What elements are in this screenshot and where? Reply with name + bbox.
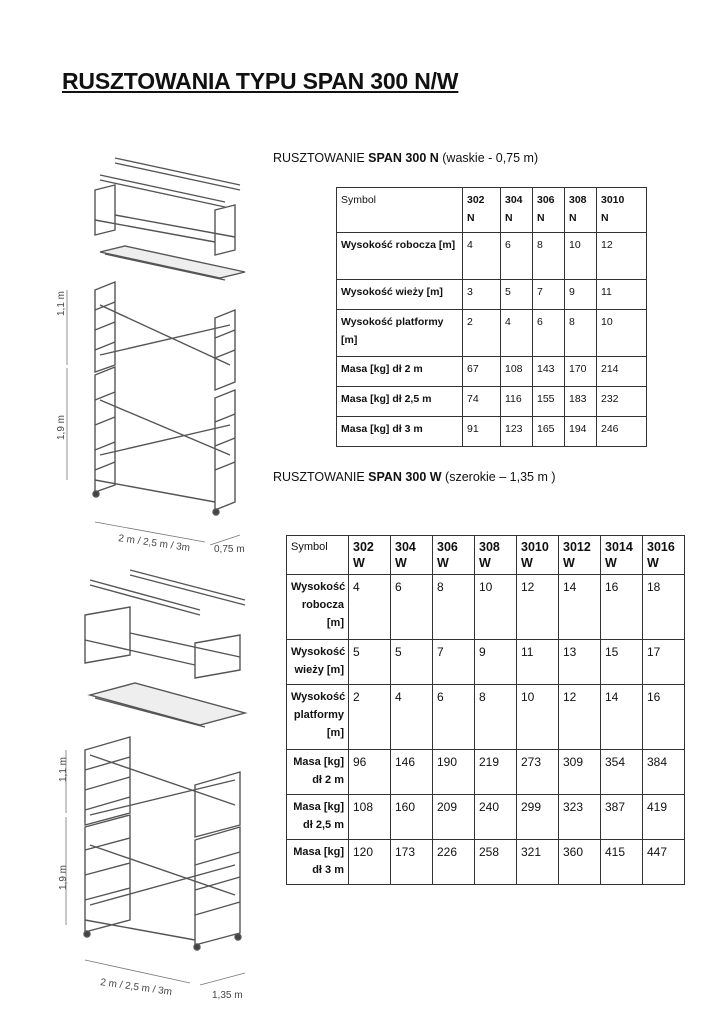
table-cell: 5: [391, 640, 433, 685]
platform: [90, 683, 245, 727]
table-cell: 415: [601, 840, 643, 885]
section-w-heading-prefix: RUSZTOWANIE: [273, 470, 369, 484]
table-cell: 67: [463, 357, 501, 387]
table-cell: 7: [433, 640, 475, 685]
table-cell: 360: [559, 840, 601, 885]
table-cell: 6: [501, 233, 533, 280]
table-cell: 258: [475, 840, 517, 885]
table-row: [287, 840, 685, 885]
table-cell: 16: [601, 575, 643, 640]
table-cell: 2: [463, 310, 501, 357]
table-cell: 419: [643, 795, 685, 840]
top-frame: [95, 185, 235, 255]
dim-n-bottom: 1,9 m: [56, 414, 67, 440]
table-cell: 9: [475, 640, 517, 685]
table-header-row: [337, 188, 647, 233]
table-cell: 10: [475, 575, 517, 640]
upper-frame: [95, 282, 235, 390]
dim-w-width: 1,35 m: [212, 990, 243, 1001]
column-header: 304 N: [501, 188, 533, 233]
row-label: Wysokość platformy [m]: [287, 685, 349, 750]
table-cell: 146: [391, 750, 433, 795]
table-cell: 354: [601, 750, 643, 795]
table-cell: 5: [349, 640, 391, 685]
lower-frame: [93, 367, 235, 515]
table-cell: 108: [501, 357, 533, 387]
column-header: 308 W: [475, 536, 517, 575]
guardrail-parts: [100, 158, 240, 207]
section-n-heading-bold: SPAN 300 N: [368, 151, 439, 165]
scaffold-w-drawing: [50, 565, 260, 1005]
top-frame: [85, 607, 240, 678]
table-cell: 143: [533, 357, 565, 387]
table-cell: 214: [597, 357, 647, 387]
section-n-heading-suffix: (waskie - 0,75 m): [438, 151, 539, 165]
table-cell: 120: [349, 840, 391, 885]
table-row: [337, 387, 647, 417]
dim-n-length: 2 m / 2,5 m / 3m: [117, 533, 191, 554]
table-cell: 8: [533, 233, 565, 280]
table-cell: 387: [601, 795, 643, 840]
table-cell: 4: [463, 233, 501, 280]
column-header: 302 N: [463, 188, 501, 233]
table-cell: 6: [433, 685, 475, 750]
spec-table-w: [286, 535, 685, 885]
table-cell: 173: [391, 840, 433, 885]
row-label: Wysokość wieży [m]: [287, 640, 349, 685]
table-cell: 170: [565, 357, 597, 387]
table-cell: 12: [597, 233, 647, 280]
table-cell: 219: [475, 750, 517, 795]
symbol-header: Symbol: [287, 536, 349, 575]
table-cell: 12: [517, 575, 559, 640]
row-label: Wysokość wieży [m]: [337, 280, 463, 310]
dim-w-bottom: 1,9 m: [58, 864, 69, 890]
column-header: 306 W: [433, 536, 475, 575]
row-label: Wysokość robocza [m]: [287, 575, 349, 640]
table-cell: 8: [433, 575, 475, 640]
table-cell: 226: [433, 840, 475, 885]
table-cell: 7: [533, 280, 565, 310]
table-cell: 91: [463, 417, 501, 447]
table-row: [287, 575, 685, 640]
table-cell: 123: [501, 417, 533, 447]
column-header: 3014 W: [601, 536, 643, 575]
table-cell: 194: [565, 417, 597, 447]
table-cell: 8: [475, 685, 517, 750]
table-cell: 232: [597, 387, 647, 417]
column-header: 3016 W: [643, 536, 685, 575]
table-cell: 14: [601, 685, 643, 750]
table-cell: 323: [559, 795, 601, 840]
section-w-heading: [273, 470, 556, 484]
table-cell: 12: [559, 685, 601, 750]
table-cell: 309: [559, 750, 601, 795]
table-cell: 9: [565, 280, 597, 310]
table-cell: 6: [533, 310, 565, 357]
table-cell: 384: [643, 750, 685, 795]
table-cell: 4: [501, 310, 533, 357]
section-w-heading-bold: SPAN 300 W: [368, 470, 442, 484]
platform: [100, 246, 245, 280]
table-cell: 183: [565, 387, 597, 417]
table-row: [287, 750, 685, 795]
column-header: 308 N: [565, 188, 597, 233]
table-cell: 273: [517, 750, 559, 795]
table-cell: 299: [517, 795, 559, 840]
dim-w-length: 2 m / 2,5 m / 3m: [99, 977, 173, 998]
column-header: 3010 N: [597, 188, 647, 233]
dim-n-top: 1,1 m: [56, 290, 67, 316]
table-cell: 3: [463, 280, 501, 310]
table-cell: 11: [597, 280, 647, 310]
table-cell: 17: [643, 640, 685, 685]
column-header: 302 W: [349, 536, 391, 575]
table-cell: 18: [643, 575, 685, 640]
table-cell: 15: [601, 640, 643, 685]
table-cell: 116: [501, 387, 533, 417]
table-cell: 4: [391, 685, 433, 750]
table-cell: 6: [391, 575, 433, 640]
table-cell: 8: [565, 310, 597, 357]
column-header: 304 W: [391, 536, 433, 575]
table-cell: 4: [349, 575, 391, 640]
row-label: Wysokość robocza [m]: [337, 233, 463, 280]
table-row: [337, 280, 647, 310]
row-label: Wysokość platformy [m]: [337, 310, 463, 357]
dim-n-width: 0,75 m: [214, 544, 245, 555]
table-cell: 165: [533, 417, 565, 447]
table-cell: 10: [517, 685, 559, 750]
row-label: Masa [kg] dł 2,5 m: [287, 795, 349, 840]
table-row: [287, 640, 685, 685]
table-row: [337, 417, 647, 447]
table-cell: 447: [643, 840, 685, 885]
scaffold-n-drawing: [55, 150, 260, 560]
dim-w-top: 1,1 m: [58, 756, 69, 782]
guardrail-parts: [90, 570, 245, 615]
table-row: [337, 310, 647, 357]
table-cell: 2: [349, 685, 391, 750]
table-cell: 155: [533, 387, 565, 417]
table-cell: 321: [517, 840, 559, 885]
table-cell: 108: [349, 795, 391, 840]
section-n-heading-prefix: RUSZTOWANIE: [273, 151, 369, 165]
spec-table-n: [336, 187, 647, 447]
column-header: 3010 W: [517, 536, 559, 575]
section-w-heading-suffix: (szerokie – 1,35 m ): [441, 470, 556, 484]
table-cell: 16: [643, 685, 685, 750]
table-row: [337, 233, 647, 280]
table-cell: 190: [433, 750, 475, 795]
table-cell: 5: [501, 280, 533, 310]
symbol-header: Symbol: [337, 188, 463, 233]
table-cell: 96: [349, 750, 391, 795]
table-cell: 209: [433, 795, 475, 840]
table-cell: 74: [463, 387, 501, 417]
row-label: Masa [kg] dł 2 m: [287, 750, 349, 795]
page-title: RUSZTOWANIA TYPU SPAN 300 N/W: [62, 68, 459, 94]
table-row: [337, 357, 647, 387]
table-header-row: [287, 536, 685, 575]
table-cell: 10: [565, 233, 597, 280]
table-cell: 14: [559, 575, 601, 640]
table-cell: 11: [517, 640, 559, 685]
row-label: Masa [kg] dł 2 m: [337, 357, 463, 387]
section-n-heading: [273, 151, 538, 165]
row-label: Masa [kg] dł 3 m: [337, 417, 463, 447]
column-header: 3012 W: [559, 536, 601, 575]
row-label: Masa [kg] dł 2,5 m: [337, 387, 463, 417]
upper-frame: [85, 737, 240, 837]
table-cell: 10: [597, 310, 647, 357]
table-cell: 160: [391, 795, 433, 840]
lower-frame: [84, 815, 241, 950]
table-row: [287, 685, 685, 750]
table-cell: 246: [597, 417, 647, 447]
table-cell: 13: [559, 640, 601, 685]
column-header: 306 N: [533, 188, 565, 233]
table-cell: 240: [475, 795, 517, 840]
table-row: [287, 795, 685, 840]
row-label: Masa [kg] dł 3 m: [287, 840, 349, 885]
